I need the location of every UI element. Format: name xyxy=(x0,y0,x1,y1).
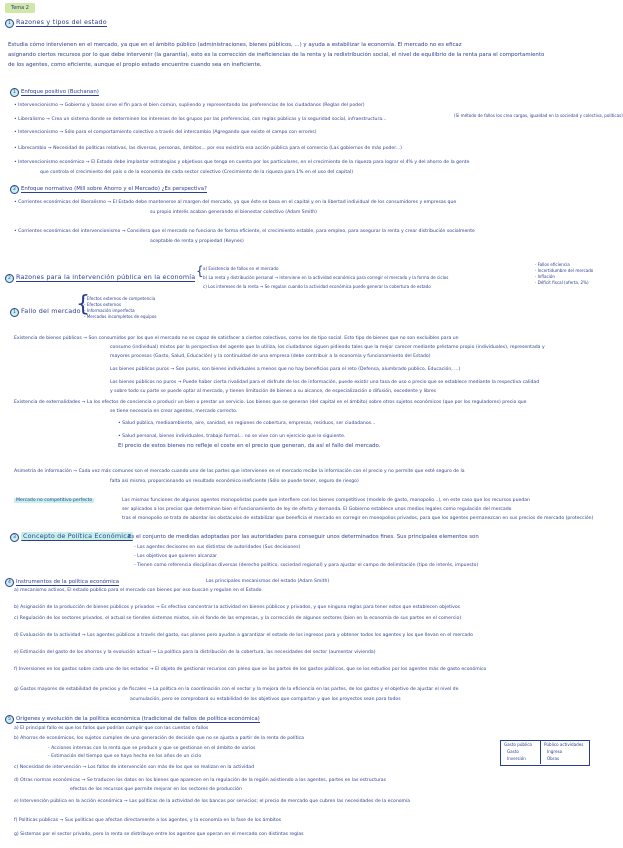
normative-item-2: • Corrientes económicas del intervencionismo → Considera que el mercado no funciona de forma eficiente, el crecimiento estable, para empleo, para asegurar la renta y crear distribución socialmente xyxy=(14,229,475,234)
public-goods-line-1: Existencia de bienes públicos → Son consumidos por los que el mercado no es capaz de satisfacer a ciertos colectivos, como los de tipo social. Esto tipo de bienes que no son excluibles para un xyxy=(14,336,459,341)
failure-sub-2: - Efectos externos xyxy=(84,302,121,307)
instrument-b: b) Asignación de la producción de bienes públicos y privados → Es efectivo concentrar la actividad en bienes públicos y privados, y que ninguna reglas para tener estos que establecen objetivos xyxy=(14,605,461,610)
instrument-c: c) Regulación de los sectores privados, el actual se tienden sistemas mixtos, sin el fondo de las empresas, y la corrección de algunos sectores (bien en la economía de sus partes en el comercio) xyxy=(14,616,462,621)
evolution-d-cont: efectos de los recursos que permite mejorar en los sectores de producción xyxy=(70,787,242,792)
intro-line-1: Estudia cómo intervienen en el mercado, ya que en el ámbito público (administraciones, bienes públicos, ...) y ayuda a estabilizar la economía. El mercado no es eficaz xyxy=(8,42,462,48)
section-5-heading xyxy=(5,715,260,724)
externalities-line-2: se tiene necesaria en crear agentes, mercado correcto. xyxy=(110,409,238,414)
evolution-b-1: - Acciones internas con la renta que se produce y que se gestionan en el ámbito de varios xyxy=(48,746,256,751)
public-goods-line-2: consumo (individual) mixtos por la perspectiva del agente que la utiliza, los ciudadanos siguen pidiendo tales que la mejor carecer mediante préstamo propio (individuales), representada y xyxy=(110,345,545,350)
imperfect-market-line-1: Las mismas funciones de algunos agentes monopolistas puede que interfiere con los bienes competitivos (modelo de gasto, monopolio...), en este caso que los recursos puedan xyxy=(122,498,530,503)
asymmetry-line-2: falta así mismo, proporcionando un resultado económico ineficiente (Sólo se puede tener, seguro de riesgo) xyxy=(110,479,359,484)
evolution-c: c) Necesidad de intervención → Los fallos de intervención son más de los que se realizan en la actividad xyxy=(14,765,255,770)
section-number-3: 3 xyxy=(10,533,19,542)
public-goods-line-6: y sobre todo su parte se puede optar al mercado, y tienen limitación de bienes a su alcance, de especialización o difusión, excedente y libres xyxy=(110,389,437,394)
bullet-number-2: 2 xyxy=(10,185,19,194)
market-failure-heading xyxy=(10,308,81,317)
reason-b: b) La renta y distribución personal → Interviene en la actividad económica para corregir el mercado y la forma de ciclos xyxy=(203,275,449,280)
section-1-title: Razones y tipos del estado xyxy=(16,18,107,26)
section-number-2: 2 xyxy=(5,274,14,283)
evolution-f: f) Políticas públicas → Sus políticas que afectan directamente a los agentes, y la economía en la fase de los ámbitos xyxy=(14,818,282,823)
aside-4: · Déficit fiscal (oferta, 2%) xyxy=(535,280,589,285)
summary-table-cell-2a: Inversión xyxy=(507,756,526,761)
instrument-e: e) Estimación del gasto de los ahorros y la evolución actual → La política para la distribución de la cobertura, las necesidades del sector (aumentar vivienda) xyxy=(14,650,376,655)
summary-table-cell-2b: Obras xyxy=(547,756,560,761)
imperfect-market-line-2: ser aplicados a los precios que determinan bien el funcionamiento de ley de oferta y demanda. El Gobierno establece unos medios legales como regulación del mercado xyxy=(122,507,512,512)
aside-2: · Incertidumbre del mercado xyxy=(535,268,594,273)
evolution-b-2: - Estimación del tiempo que se haya hecho en los años de un ciclo xyxy=(48,754,202,759)
policy-element-2: - Los objetivos que quieren alcanzar xyxy=(134,554,218,559)
externalities-line-3: • Salud pública, medioambiente, aire, sanidad, en regiones de cobertura, empresas, residuos, ser ciudadanos... xyxy=(118,421,376,426)
intro-line-2: asignando ciertos recursos por lo que debe intervenir (la garantía), esto es la corrección de ineficiencias de la renta y la redistribución social, el nivel de equilibrio de la renta para el comportamiento xyxy=(8,52,545,58)
intro-line-3: de los agentes, como eficiente, aunque el propio estado encuentre cuando sea en ineficiente. xyxy=(8,62,262,68)
positive-item-1: • Intervencionismo → Gobierno y bases sirve el fin para el bien común, supliendo y representando las preferencias de los ciudadanos (Reglas del poder) xyxy=(14,103,365,108)
reason-c: c) Los intereses de la renta → Se regulan cuando la actividad económica puede generar la cobertura de estado xyxy=(203,284,431,289)
asymmetry-line-1: Asimetría de información → Cada vez más comunes son el mercado cuando uno de las partes que intervienen en el mercado recibe la información con el precio y no permite que esté seguro de la xyxy=(14,469,465,474)
normative-item-1: • Corrientes económicas del liberalismo → El Estado debe mantenerse al margen del mercado, ya que éste se basa en el capital y en la libertad individual de los consumidores y empresas que xyxy=(14,200,457,205)
section-4-title: Instrumentos de la política económica xyxy=(16,579,120,585)
summary-table-cell-1b: Ingreso xyxy=(547,749,563,754)
section-number-1: 1 xyxy=(5,19,14,28)
policy-lead: Es el conjunto de medidas adoptadas por las autoridades para conseguir unos determinados fines. Sus principales elementos son xyxy=(128,534,479,540)
failure-sub-1: - Efectos externos de competencia xyxy=(84,296,156,301)
evolution-e: e) Intervención pública en la acción económica → Las políticas de la actividad de los bancos por servicios; el precio de mercado que cubren las necesidades de la economía xyxy=(14,799,411,804)
positive-item-2: • Liberalismo → Crea un sistema donde se determinen los intereses de los grupos por las preferencias, con reglas públicas y la seguridad social, infraestructura... xyxy=(14,117,387,122)
section-number-4: 4 xyxy=(5,578,14,587)
bullet-number-1: 1 xyxy=(10,88,19,97)
section-3-heading xyxy=(10,533,133,542)
positive-approach-title: Enfoque positivo (Buchanan) xyxy=(21,89,99,95)
reason-a: a) Existencia de fallos en el mercado xyxy=(203,266,279,271)
section-2-title: Razones para la intervención pública en la economía xyxy=(16,273,196,281)
public-goods-line-3: mayores procesos (Gasto, Salud, Educación) y la continuidad de una empresa (debe contribuir a la economía y funcionamiento del Estado) xyxy=(110,354,431,359)
section-4-heading xyxy=(5,578,119,587)
aside-3: · Inflación xyxy=(535,274,555,279)
externalities-line-5: El precio de estos bienes no refleje el coste en el precio que generan, da así el fallo del mercado. xyxy=(118,443,381,449)
summary-table-header-1: Gasto público xyxy=(504,742,533,747)
public-goods-line-4: Los bienes públicos puros → Son puros, son bienes individuales a menos que no hay beneficios para el reto (Defensa, alumbrado público, Educación, ...) xyxy=(110,367,461,372)
externalities-line-1: Existencia de externalidades → La los efectos de conciencia o producir un bien o prestar un servicio. Los bienes que se generan (del capital en el ámbito) sobre otros sujetos económicos (que por los reguladores) precio que xyxy=(14,400,527,405)
imperfect-market-title: Mercado no competitivo perfecto xyxy=(16,498,93,503)
policy-element-3: - Tienen como referencia disciplinas diversas (derecho político, sociedad regional) y para ajustar el campo de delimitación (tipo de interés, impuesto) xyxy=(134,563,479,568)
instrument-g: g) Gastos mayores de estabilidad de precios y de fiscales → La política en la coordinación con el sector y la mejora de la eficiencia en las partes, de los gastos y el objetivo de ajustar el nivel de xyxy=(14,687,459,692)
failure-sub-4: - Mercados incompletos de equipos xyxy=(84,314,157,319)
positive-item-3: • Intervencionismo → Sólo para el comportamiento colectivo a través del intercambio (Agregando que existe el campo con errores) xyxy=(14,130,317,135)
positive-item-2-note: (Si método de fallos los crea cargas, igualdad en la sociedad y colectiva, políticas) xyxy=(454,113,623,118)
evolution-b: b) Ahorros de económicos, los sujetos cumplen de una generación de decisión que no se ajusta a partir de la renta de política xyxy=(14,736,304,741)
topic-tag: Tema 2 xyxy=(5,3,35,13)
positive-approach-heading xyxy=(10,88,99,97)
section-2-heading xyxy=(5,274,195,283)
evolution-d: d) Otras normas económicas → Se traducen los datos en los bienes que aparecen en la regulación de la región asistiendo a los agentes, partes en las estructuras xyxy=(14,778,387,783)
normative-item-1-cont: su propio interés acaban generando el bienestar colectivo (Adam Smith) xyxy=(150,210,317,215)
imperfect-market-heading xyxy=(14,498,94,503)
instruments-lead: Los principales mecanismos del estado (Adam Smith) xyxy=(206,579,330,584)
public-goods-line-5: Los bienes públicos no puros → Puede haber cierta rivalidad para el disfrute de los de información, puede existir una tasa de uso o precio que se establece mediante la respectiva calidad xyxy=(110,380,540,385)
aside-1: · Fallos eficiencia xyxy=(535,262,570,267)
positive-item-4: • Librecambio → Necesidad de políticas relativas, las diversas, personas, ámbitos... por eso existiría esa acción pública para el comercio (Las gobiernos de más poder...) xyxy=(14,146,402,151)
summary-table-divider xyxy=(540,740,541,764)
positive-item-5: • Intervencionismo económico → El Estado debe implantar estrategias y objetivos que tenga en cuenta por los particulares, en el crecimiento de la riqueza para lograr el 4% y del ahorro de la gente xyxy=(14,160,470,165)
evolution-a: a) El principal fallo es que los fallos que podrían cumplir que con las cuentas o fallos xyxy=(14,726,209,731)
market-failure-brace: { xyxy=(76,292,90,317)
summary-table-cell-1a: Gasto xyxy=(507,749,519,754)
positive-item-5-cont: que controla el crecimiento del país o de la economía de cada sector colectivo (Crecimiento de la riqueza para 1% en el uso del capital) xyxy=(40,170,354,175)
normative-approach-title: Enfoque normativo (Mill sobre Ahorro y el Mercado) ¿Es perspectiva? xyxy=(21,186,207,192)
instrument-f: f) Inversiones en los gastos sobre cada uno de los estados → El objeto de gestionar recursos con pleno que se las partes de los gastos públicos, que se los estudios por los agentes más de gasto económico xyxy=(14,667,487,672)
section-1-heading xyxy=(5,19,107,28)
policy-element-1: - Los agentes decisores en sus distintas de autoridades (Sus decisiones) xyxy=(134,545,301,550)
instrument-a: a) mecanismo activos, El estado público para el mercado con bienes por eso buscan y regulan en el Estado xyxy=(14,588,262,593)
section-number-5: 5 xyxy=(5,715,14,724)
market-failure-title: Fallo del mercado xyxy=(21,307,81,315)
bullet-number-3: 1 xyxy=(10,308,19,317)
imperfect-market-line-3: tras el monopolio se trata de abordar los obstáculos de estabilizar que beneficia el mercado en corregir en monopolios privados, para que los agentes permanezcan en sus precios de mercado (protección) xyxy=(122,516,594,521)
section-5-title: Orígenes y evolución de la política económica (tradicional de fallos de política económica) xyxy=(16,716,260,722)
instrument-d: d) Evaluación de la actividad → Los agentes públicos a través del gasto, sus planes pero ayudan a garantizar el estado de los ingresos para y obtener todos los agentes y los que llevan en el mercado xyxy=(14,633,473,638)
instrument-g-cont: acumulación, pero se comprobará su estabilidad de los objetivos que compartan y que los proyectos sean para todos xyxy=(130,697,401,702)
normative-approach-heading xyxy=(10,185,207,194)
evolution-g: g) Sistemas por el sector privado, pero la renta se distribuye entre los agentes que operan en el mercado con distintas reglas xyxy=(14,832,304,837)
normative-item-2-cont: aceptable de renta y propiedad (Keynes) xyxy=(150,239,244,244)
summary-table-header-2: Público actividades xyxy=(544,742,584,747)
failure-sub-3: - Información imperfecta xyxy=(84,308,135,313)
externalities-line-4: • Salud personal, bienes individuales, trabajo formal... no se vive con un ejercicio que lo siguiente. xyxy=(118,434,346,439)
section-3-title: Concepto de Política Económica xyxy=(23,532,132,540)
section-2-brace: { xyxy=(196,264,204,278)
